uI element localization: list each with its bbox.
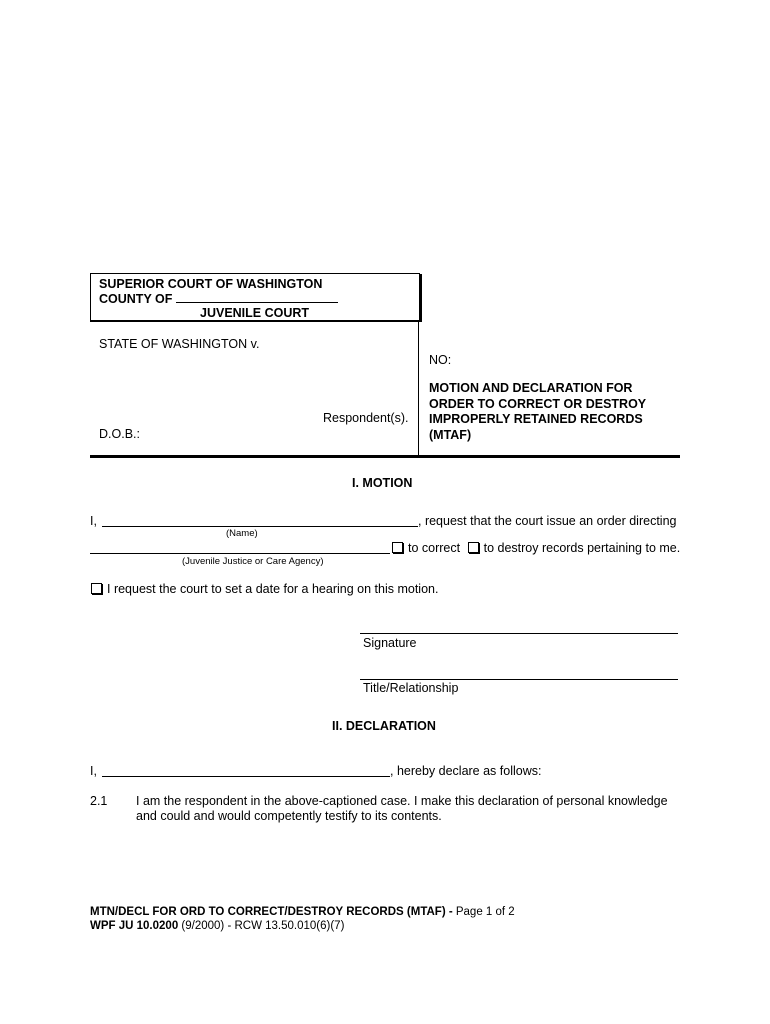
footer-page-number: Page 1 of 2 — [452, 906, 515, 918]
document-title — [429, 381, 646, 443]
destroy-checkbox[interactable] — [468, 542, 479, 553]
name-caption: (Name) — [226, 528, 258, 539]
title-relationship-line[interactable] — [360, 679, 678, 680]
document-title-line: MOTION AND DECLARATION FOR — [429, 381, 633, 395]
document-title-line: IMPROPERLY RETAINED RECORDS — [429, 412, 643, 426]
document-title-line: (MTAF) — [429, 427, 472, 442]
correct-checkbox[interactable] — [392, 542, 403, 553]
destroy-label: to destroy records pertaining to me. — [483, 541, 681, 555]
correct-label: to correct — [408, 541, 461, 555]
division-name: JUVENILE COURT — [200, 306, 310, 320]
footer-line-1 — [90, 905, 515, 920]
footer-line-2 — [90, 919, 344, 934]
hearing-option — [91, 582, 438, 597]
hearing-checkbox[interactable] — [91, 583, 102, 594]
caption-bottom-rule — [90, 455, 680, 458]
respondent-label: Respondent(s). — [323, 411, 409, 425]
declaration-heading: II. DECLARATION — [332, 719, 436, 733]
signature-line[interactable] — [360, 633, 678, 634]
agency-caption: (Juvenile Justice or Care Agency) — [182, 556, 324, 567]
case-number-label: NO: — [429, 353, 452, 367]
motion-request-text: , request that the court issue an order directing — [418, 514, 677, 528]
footer-form-number: WPF JU 10.0200 — [90, 920, 179, 932]
caption-divider — [418, 321, 419, 455]
agency-field-line[interactable] — [90, 553, 390, 554]
paragraph-line: and could and would competently testify to its contents. — [136, 809, 442, 823]
county-field-line[interactable] — [176, 302, 338, 303]
signature-label: Signature — [363, 636, 417, 650]
party-name: STATE OF WASHINGTON v. — [99, 337, 260, 351]
motion-heading: I. MOTION — [352, 476, 413, 490]
motion-i-prefix: I, — [90, 514, 97, 528]
title-relationship-label: Title/Relationship — [363, 681, 459, 695]
declaration-suffix: , hereby declare as follows: — [390, 764, 542, 778]
hearing-label: I request the court to set a date for a hearing on this motion. — [107, 582, 439, 596]
name-field-line[interactable] — [102, 526, 418, 527]
paragraph-line: I am the respondent in the above-captioned case. I make this declaration of personal knowledge — [136, 794, 668, 808]
document-title-line: ORDER TO CORRECT OR DESTROY — [429, 396, 647, 411]
court-name: SUPERIOR COURT OF WASHINGTON — [99, 277, 323, 291]
footer-form-title: MTN/DECL FOR ORD TO CORRECT/DESTROY RECORDS (MTAF) - — [90, 906, 453, 918]
footer-statute: (9/2000) - RCW 13.50.010(6)(7) — [178, 920, 345, 932]
declaration-i-prefix: I, — [90, 764, 97, 778]
box-shadow-edge — [420, 274, 422, 322]
dob-label: D.O.B.: — [99, 427, 140, 441]
correct-destroy-options — [392, 541, 680, 556]
county-label: COUNTY OF — [99, 292, 173, 306]
paragraph-number: 2.1 — [90, 794, 108, 808]
declarant-name-line[interactable] — [102, 776, 390, 777]
